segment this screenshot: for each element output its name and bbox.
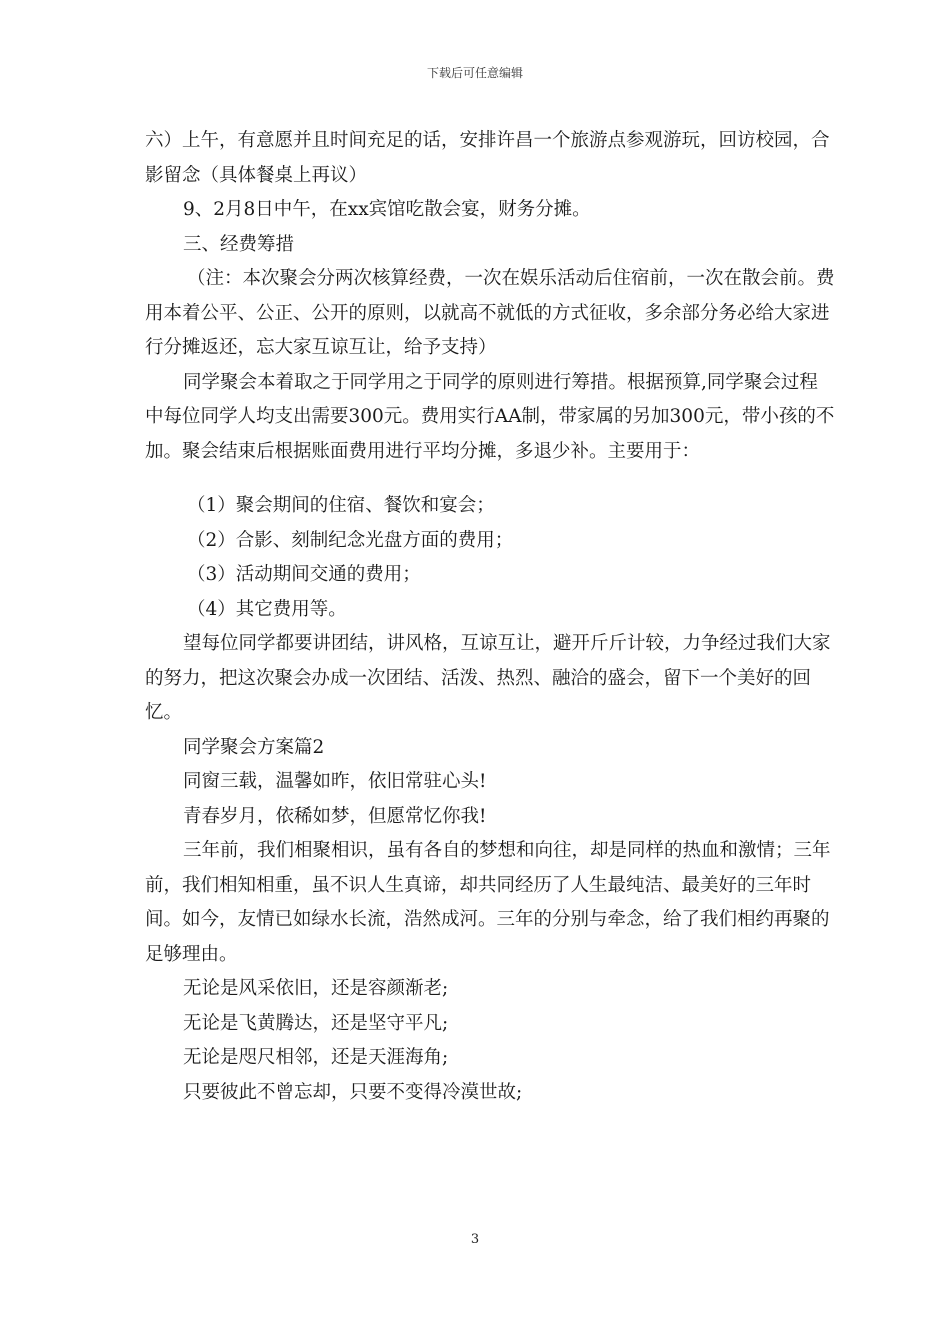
page-header: 下载后可任意编辑 xyxy=(426,66,523,80)
paragraph-line-3: 无论是咫尺相邻，还是天涯海角; xyxy=(183,1047,449,1068)
paragraph-farewell-banquet: 9、2月8日中午，在xx宾馆吃散会宴，财务分摊。 xyxy=(183,199,591,220)
paragraph-verse-1: 同窗三载，温馨如昨，依旧常驻心头! xyxy=(183,771,487,792)
section-heading-funding: 三、经费筹措 xyxy=(183,233,295,255)
paragraph-verse-2: 青春岁月，依稀如梦，但愿常忆你我! xyxy=(183,805,487,827)
list-item-expense-2: （2）合影、刻制纪念光盘方面的费用； xyxy=(187,529,514,551)
paragraph-line-1: 无论是风采依旧，还是容颜渐老; xyxy=(183,978,449,999)
list-item-expense-3: （3）活动期间交通的费用； xyxy=(187,564,421,585)
paragraph-funding-note: （注：本次聚会分两次核算经费，一次在娱乐活动后住宿前，一次在散会前。费用本着公平、公正、公开的原则，以就高不就低的方式征收，多余部分务必给大家进行分摊返还，忘大家互谅互让，给予支持） xyxy=(145,268,835,358)
paragraph-line-2: 无论是飞黄腾达，还是坚守平凡; xyxy=(183,1012,449,1034)
paragraph-line-4: 只要彼此不曾忘却，只要不变得冷漠世故; xyxy=(183,1081,523,1103)
document-body xyxy=(145,124,835,1110)
paragraph-three-years: 三年前，我们相聚相识，虽有各自的梦想和向往，却是同样的热血和激情；三年前，我们相知相重，虽不识人生真谛，却共同经历了人生最纯洁、最美好的三年时间。如今，友情已如绿水长流，浩然成河。三年的分别与牵念，给了我们相约再聚的足够理由。 xyxy=(145,840,831,965)
paragraph-funding-principle: 同学聚会本着取之于同学用之于同学的原则进行筹措。根据预算,同学聚会过程中每位同学人均支出需要300元。费用实行AA制，带家属的另加300元，带小孩的不加。聚会结束后根据账面费用进行平均分摊，多退少补。主要用于： xyxy=(145,371,835,462)
paragraph-closing-wish: 望每位同学都要讲团结，讲风格，互谅互让，避开斤斤计较，力争经过我们大家的努力，把这次聚会办成一次团结、活泼、热烈、融洽的盛会，留下一个美好的回忆。 xyxy=(145,633,831,723)
paragraph-day-schedule: 六）上午，有意愿并且时间充足的话，安排许昌一个旅游点参观游玩，回访校园，合影留念（具体餐桌上再议） xyxy=(145,130,830,186)
list-item-expense-1: （1）聚会期间的住宿、餐饮和宴会； xyxy=(187,495,495,516)
list-item-expense-4: （4）其它费用等。 xyxy=(187,598,347,620)
page-number: 3 xyxy=(470,1232,480,1247)
section-heading-plan-2: 同学聚会方案篇2 xyxy=(183,736,325,758)
spacer xyxy=(145,469,835,489)
